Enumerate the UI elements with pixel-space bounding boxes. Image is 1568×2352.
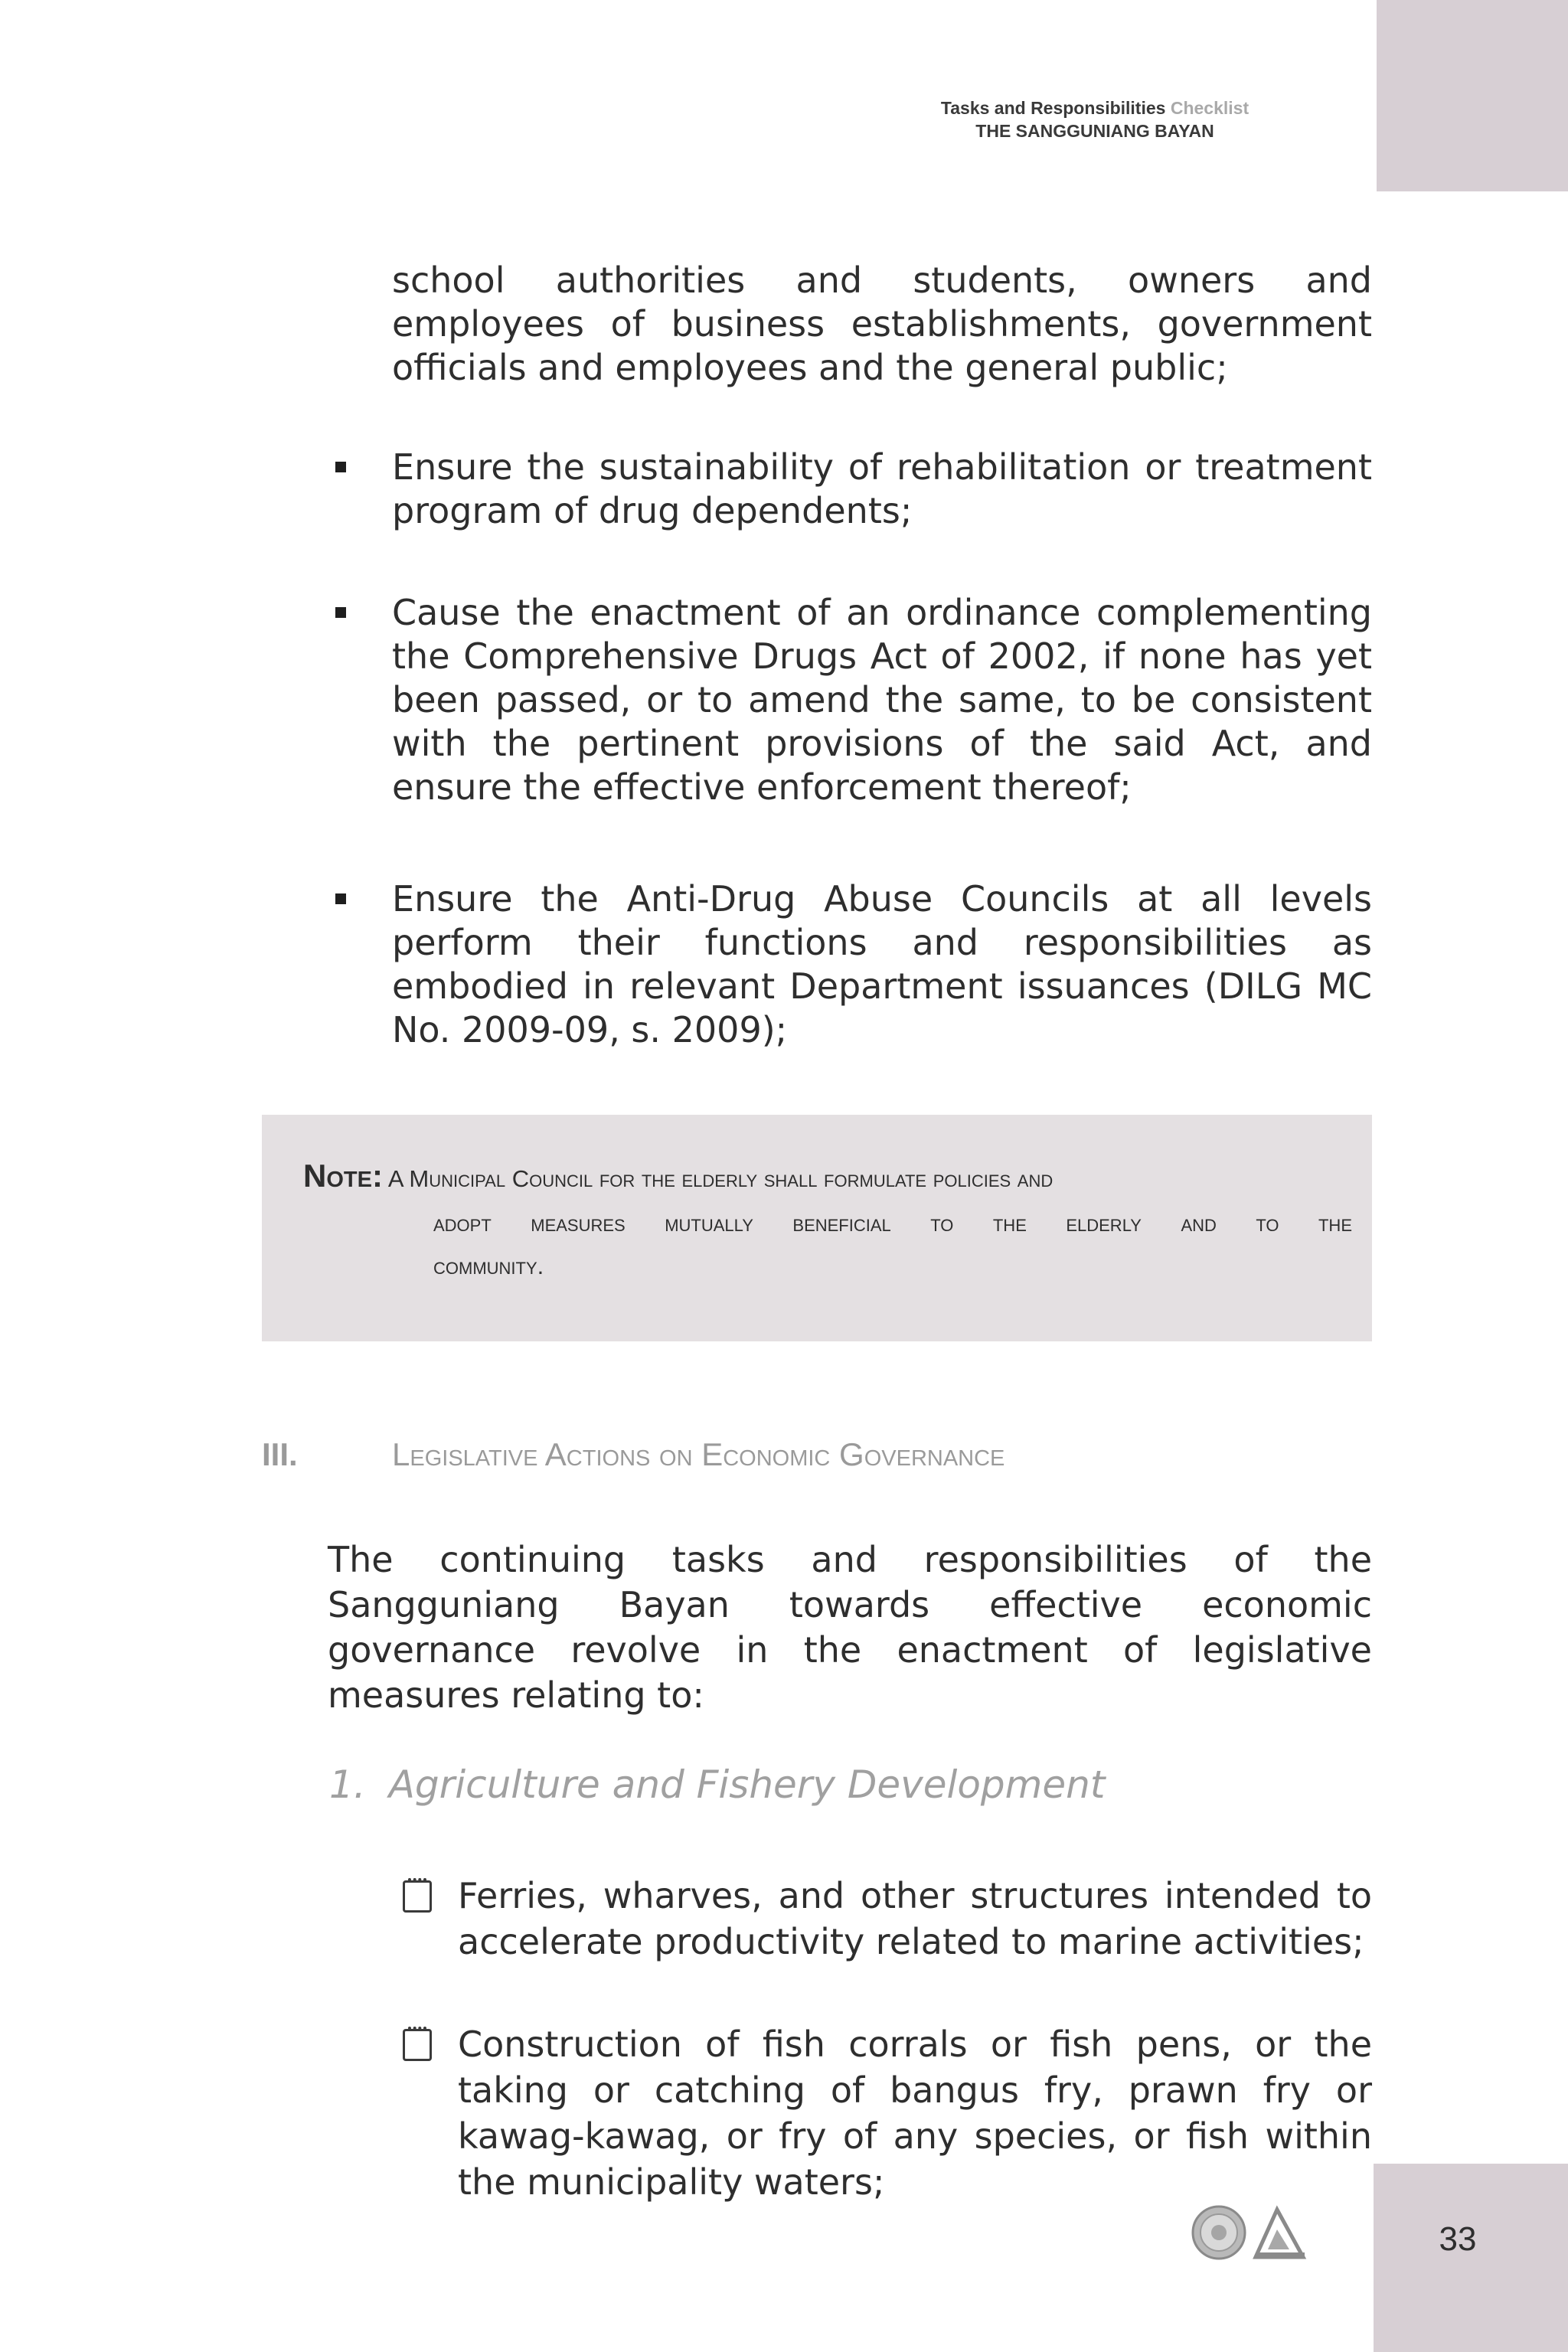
page-tab-top — [1377, 0, 1568, 191]
bullet-text: Ensure the Anti-Drug Abuse Councils at all levels perform their functions and responsibilities as embodied in relevant Department issuances (DILG MC No. 2009-09, s. 2009); — [392, 878, 1372, 1050]
subsection-heading — [329, 1762, 1105, 1807]
square-bullet-icon — [335, 462, 346, 472]
page-number: 33 — [1439, 2220, 1477, 2258]
bullet-item — [328, 591, 1372, 809]
note-label: Note: — [303, 1158, 383, 1194]
subsection-number: 1. — [329, 1762, 366, 1807]
section-title: Legislative Actions on Economic Governance — [392, 1436, 1005, 1472]
subsection-title: Agriculture and Fishery Development — [388, 1762, 1106, 1807]
checklist-item — [398, 1873, 1372, 1965]
note-line-3: community. — [433, 1253, 544, 1279]
section-paragraph: The continuing tasks and responsibilities of the Sangguniang Bayan towards effective economic governance revolve in the enactment of legislative measures relating to: — [328, 1539, 1372, 1716]
lga-logo-icon — [1256, 2210, 1305, 2257]
dilg-seal-icon — [1193, 2207, 1245, 2259]
note-line-1: A Municipal Council for the elderly shall formulate policies and — [387, 1165, 1054, 1192]
checklist-text: Construction of fish corrals or fish pens, or the taking or catching of bangus fry, prawn fry or kawag-kawag, or fry of any species, or fish within the municipality waters; — [458, 2024, 1372, 2203]
bullet-item — [328, 877, 1372, 1052]
bullet-item — [328, 446, 1372, 533]
footer-logos — [1191, 2202, 1314, 2263]
note-box — [262, 1115, 1372, 1341]
header-subtitle: Checklist — [1170, 98, 1250, 118]
checklist-item — [398, 2021, 1372, 2205]
square-bullet-icon — [335, 893, 346, 904]
section-number: III. — [262, 1436, 298, 1472]
header-organization: THE SANGGUNIANG BAYAN — [975, 121, 1214, 141]
square-bullet-icon — [335, 607, 346, 618]
checkbox-icon[interactable] — [403, 1880, 432, 1913]
intro-continuation: school authorities and students, owners and employees of business establishments, government officials and employees and the general public; — [392, 260, 1372, 388]
bullet-text: Ensure the sustainability of rehabilitation or treatment program of drug dependents; — [392, 446, 1372, 531]
running-header — [903, 96, 1286, 142]
checkbox-icon[interactable] — [403, 2029, 432, 2061]
bullet-text: Cause the enactment of an ordinance complementing the Comprehensive Drugs Act of 2002, if none has yet been passed, or to amend the same, to be consistent with the pertinent provisions of the said Act, and ensure the effective enforcement thereof; — [392, 592, 1372, 808]
checklist-text: Ferries, wharves, and other structures intended to accelerate productivity related to marine activities; — [458, 1875, 1372, 1962]
note-line-2: adopt measures mutually beneficial to the elderly and to the — [433, 1210, 1352, 1236]
header-title: Tasks and Responsibilities — [940, 98, 1166, 118]
